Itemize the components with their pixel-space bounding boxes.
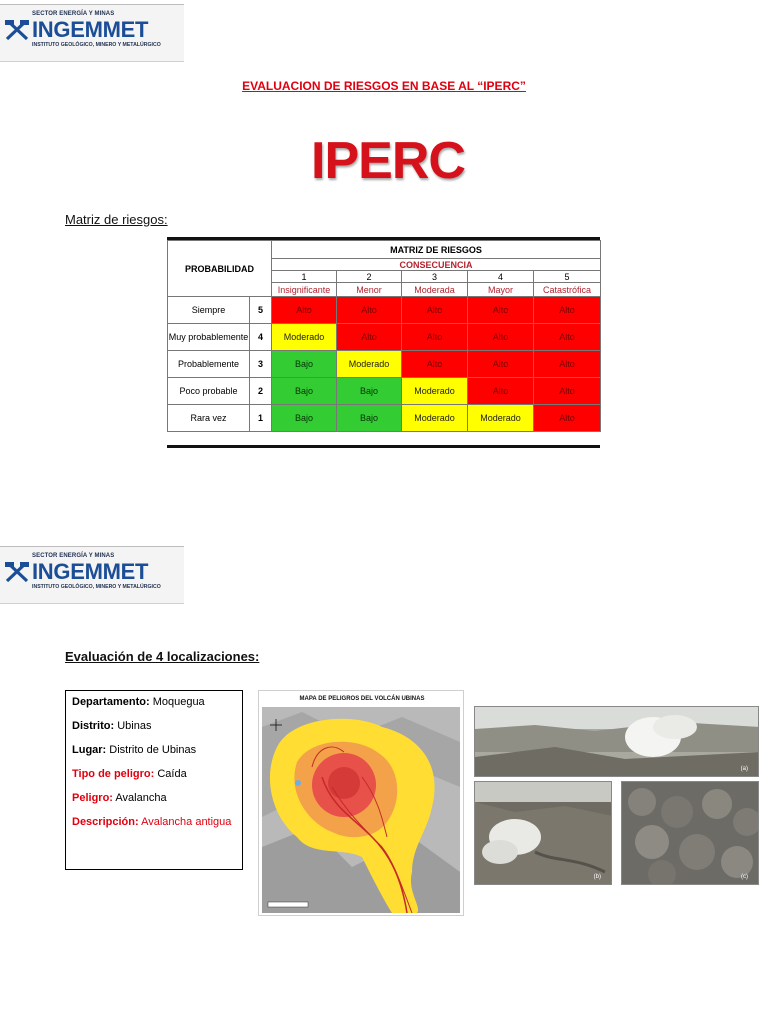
lugar-value: Distrito de Ubinas <box>109 744 197 756</box>
ingemmet-logo-bottom <box>0 546 184 604</box>
consequence-name: Insignificante <box>272 283 337 297</box>
crater-panorama-image <box>475 707 759 777</box>
distrito-key: Distrito: <box>72 720 115 732</box>
probability-label: Probablemente <box>168 351 250 378</box>
probability-number: 1 <box>250 405 272 432</box>
risk-cell: Bajo <box>337 405 402 432</box>
crossed-hammers-icon <box>4 19 30 41</box>
risk-cell: Bajo <box>272 351 337 378</box>
consequence-name: Catastrófica <box>534 283 601 297</box>
consequence-number: 2 <box>337 271 402 283</box>
logo-sector-text: SECTOR ENERGÍA Y MINAS <box>32 553 115 559</box>
lugar-key: Lugar: <box>72 744 107 756</box>
risk-matrix <box>167 237 600 448</box>
logo-subtitle-text: INSTITUTO GEOLÓGICO, MINERO Y METALÚRGICO <box>32 584 161 590</box>
risk-cell: Alto <box>534 351 601 378</box>
risk-cell: Alto <box>337 324 402 351</box>
photo-label-a: (a) <box>740 766 748 772</box>
location-info-box <box>65 690 243 870</box>
avalanche-deposit-image <box>622 782 759 885</box>
matrix-row <box>168 351 601 378</box>
consequence-number: 3 <box>402 271 468 283</box>
matrix-row <box>168 405 601 432</box>
probability-label: Rara vez <box>168 405 250 432</box>
risk-cell: Alto <box>468 297 534 324</box>
tipo-peligro-row <box>72 767 236 791</box>
peligro-row <box>72 791 236 815</box>
peligro-value: Avalancha <box>115 792 167 804</box>
distrito-value: Ubinas <box>117 720 152 732</box>
descripcion-value: Avalancha antigua <box>141 816 232 828</box>
peligro-key: Peligro: <box>72 792 113 804</box>
probability-header: PROBABILIDAD <box>168 241 272 297</box>
matrix-section-label: Matriz de riesgos: <box>65 212 168 227</box>
logo-subtitle-text: INSTITUTO GEOLÓGICO, MINERO Y METALÚRGICO <box>32 42 161 48</box>
matrix-row <box>168 378 601 405</box>
consequence-name: Menor <box>337 283 402 297</box>
probability-label: Siempre <box>168 297 250 324</box>
departamento-key: Departamento: <box>72 696 150 708</box>
tipo-peligro-key: Tipo de peligro: <box>72 768 155 780</box>
volcano-hazard-map <box>258 690 464 916</box>
hazard-map-image <box>262 707 460 913</box>
risk-cell: Alto <box>402 324 468 351</box>
logo-sector-text: SECTOR ENERGÍA Y MINAS <box>32 11 115 17</box>
risk-cell: Moderado <box>468 405 534 432</box>
risk-cell: Bajo <box>337 378 402 405</box>
volcano-photo-c <box>621 781 759 885</box>
risk-cell: Alto <box>337 297 402 324</box>
consequence-header: CONSECUENCIA <box>272 259 601 271</box>
consequence-name: Mayor <box>468 283 534 297</box>
risk-cell: Alto <box>534 378 601 405</box>
photo-label-c: (c) <box>741 874 748 880</box>
risk-cell: Bajo <box>272 405 337 432</box>
consequence-number: 1 <box>272 271 337 283</box>
risk-cell: Moderado <box>402 405 468 432</box>
crossed-hammers-icon <box>4 561 30 583</box>
risk-cell: Moderado <box>337 351 402 378</box>
consequence-name: Moderada <box>402 283 468 297</box>
fumarole-image <box>475 782 612 885</box>
iperc-title: IPERC <box>311 132 465 190</box>
risk-cell: Bajo <box>272 378 337 405</box>
risk-cell: Alto <box>468 378 534 405</box>
evaluation-section-label: Evaluación de 4 localizaciones: <box>65 649 260 664</box>
risk-cell: Alto <box>272 297 337 324</box>
risk-cell: Alto <box>402 351 468 378</box>
matrix-row <box>168 324 601 351</box>
logo-brand-text: INGEMMET <box>32 559 149 584</box>
matrix-title: MATRIZ DE RIESGOS <box>272 241 601 259</box>
logo-brand-text: INGEMMET <box>32 17 149 42</box>
departamento-row <box>72 695 236 719</box>
risk-cell: Alto <box>468 351 534 378</box>
probability-number: 3 <box>250 351 272 378</box>
risk-cell: Moderado <box>402 378 468 405</box>
map-title: MAPA DE PELIGROS DEL VOLCÁN UBINAS <box>299 696 425 702</box>
risk-matrix-table <box>167 240 601 432</box>
probability-number: 5 <box>250 297 272 324</box>
lugar-row <box>72 743 236 767</box>
departamento-value: Moquegua <box>152 696 205 708</box>
photo-label-b: (b) <box>593 874 601 880</box>
risk-cell: Moderado <box>272 324 337 351</box>
distrito-row <box>72 719 236 743</box>
probability-label: Muy probablemente <box>168 324 250 351</box>
probability-label: Poco probable <box>168 378 250 405</box>
consequence-number: 4 <box>468 271 534 283</box>
risk-cell: Alto <box>402 297 468 324</box>
volcano-photo-b <box>474 781 612 885</box>
document-heading: EVALUACION DE RIESGOS EN BASE AL “IPERC” <box>242 79 526 93</box>
probability-number: 2 <box>250 378 272 405</box>
descripcion-row <box>72 815 236 839</box>
probability-number: 4 <box>250 324 272 351</box>
risk-cell: Alto <box>534 297 601 324</box>
ingemmet-logo-top <box>0 4 184 62</box>
risk-cell: Alto <box>534 324 601 351</box>
risk-cell: Alto <box>534 405 601 432</box>
consequence-number: 5 <box>534 271 601 283</box>
risk-cell: Alto <box>468 324 534 351</box>
tipo-peligro-value: Caída <box>157 768 187 780</box>
descripcion-key: Descripción: <box>72 816 139 828</box>
matrix-row <box>168 297 601 324</box>
volcano-photo-a <box>474 706 759 777</box>
